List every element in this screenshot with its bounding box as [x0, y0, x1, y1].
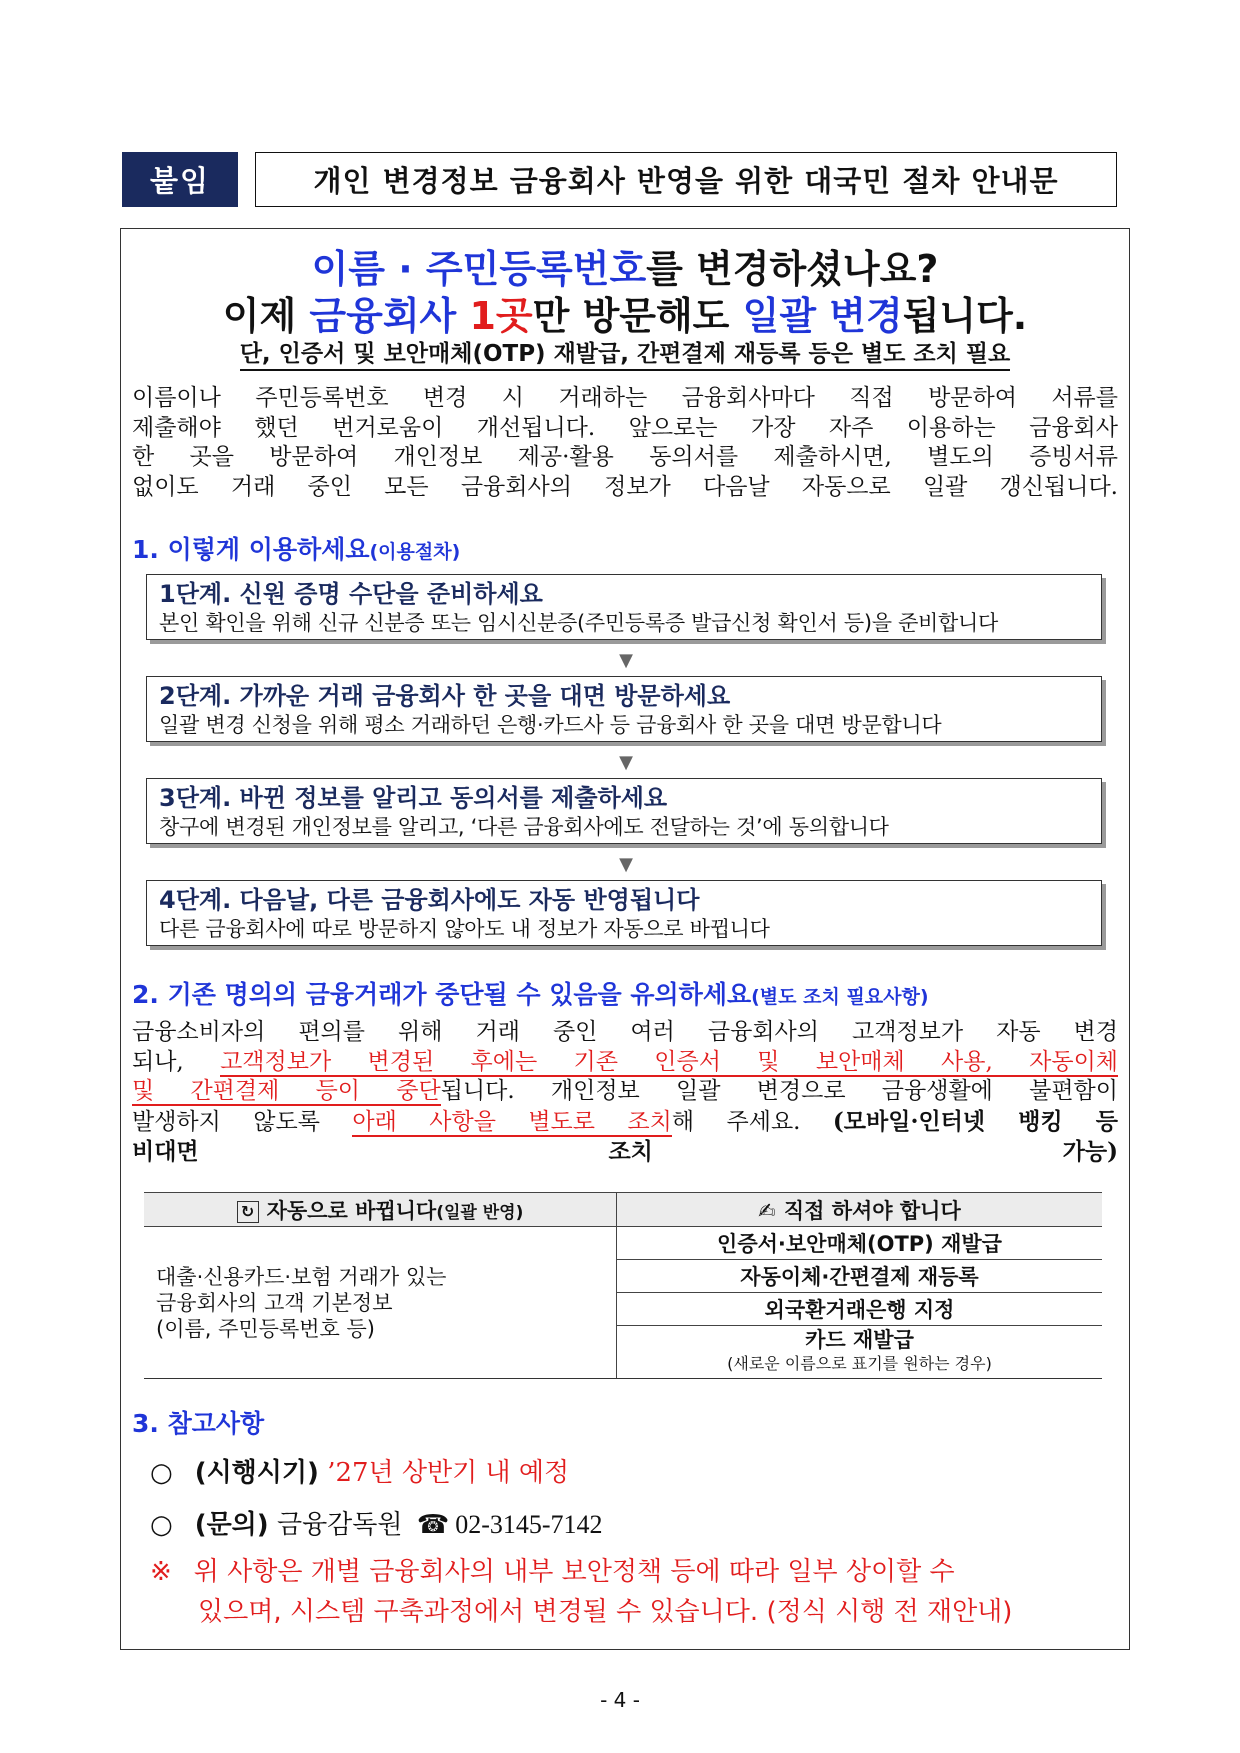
note-mark: ※ — [150, 1557, 172, 1587]
bullet: ○ — [150, 1510, 173, 1540]
para2-line — [132, 1048, 1118, 1078]
intro-line: 한 곳을 방문하여 개인정보 제공·활용 동의서를 제출하시면, 별도의 증빙서류 — [132, 444, 1118, 470]
attachment-tag: 붙임 — [122, 152, 238, 207]
para2-text: 해 주세요. — [671, 1108, 833, 1135]
step-title: 1단계. 신원 증명 수단을 준비하세요 — [159, 580, 543, 608]
section2-sub: (별도 조치 필요사항) — [751, 986, 929, 1008]
step-4 — [146, 880, 1102, 946]
section1-sub: (이용절차) — [369, 541, 461, 563]
ref-label: (문의) — [194, 1510, 269, 1540]
step-desc: 일괄 변경 신청을 위해 평소 거래하던 은행·카드사 등 금융회사 한 곳을 대면 방문합니다 — [159, 713, 942, 737]
auto-change-cell — [144, 1227, 617, 1379]
para2-text: 되나, — [132, 1048, 221, 1075]
table-header-text: 직접 하셔야 합니다 — [783, 1198, 961, 1223]
para2-line — [132, 1077, 1118, 1107]
down-arrow-icon: ▼ — [619, 854, 633, 875]
intro-line: 이름이나 주민등록번호 변경 시 거래하는 금융회사마다 직접 방문하여 서류를 — [132, 385, 1118, 411]
cell-line: 대출·신용카드·보험 거래가 있는 — [156, 1264, 447, 1289]
manual-item-title: 카드 재발급 — [805, 1328, 914, 1352]
ref-item-schedule — [150, 1452, 569, 1489]
ref-schedule-value: ’27년 상반기 내 예정 — [327, 1458, 570, 1488]
ref-label: (시행시기) — [194, 1458, 319, 1488]
down-arrow-icon: ▼ — [619, 650, 633, 671]
page-title: 개인 변경정보 금융회사 반영을 위한 대국민 절차 안내문 — [255, 152, 1117, 207]
para2-warning: 아래 사항을 별도로 조치 — [352, 1108, 672, 1135]
headline-question: 를 변경하셨나요? — [646, 247, 939, 291]
headline-part: 됩니다. — [902, 294, 1028, 338]
step-2 — [146, 676, 1102, 742]
down-arrow-icon: ▼ — [619, 752, 633, 773]
section1-heading — [132, 530, 460, 566]
headline-name-rrn: 이름 · 주민등록번호 — [311, 247, 647, 291]
step-title: 3단계. 바뀐 정보를 알리고 동의서를 제출하세요 — [159, 784, 668, 812]
para2-bold: (모바일·인터넷 뱅킹 등 — [832, 1107, 1118, 1135]
ref-note — [150, 1552, 1118, 1632]
headline-part: 이제 — [222, 294, 310, 338]
cell-line: (이름, 주민등록번호 등) — [156, 1316, 375, 1341]
ref-org: 금융감독원 — [276, 1510, 403, 1540]
section2-heading — [132, 975, 929, 1011]
para2-text: 됩니다. 개인정보 일괄 변경으로 금융생활에 불편함이 — [440, 1078, 1118, 1104]
ref-item-inquiry — [150, 1504, 603, 1541]
step-3 — [146, 778, 1102, 844]
step-desc: 다른 금융회사에 따로 방문하지 않아도 내 정보가 자동으로 바뀝니다 — [159, 917, 770, 941]
para2-line: 비대면 조치 가능) — [132, 1138, 1118, 1165]
step-1 — [146, 574, 1102, 640]
table-header-sub: (일괄 반영) — [436, 1202, 524, 1223]
para2-line: 금융소비자의 편의를 위해 거래 중인 여러 금융회사의 고객정보가 자동 변경 — [132, 1019, 1118, 1045]
note-line: 위 사항은 개별 금융회사의 내부 보안정책 등에 따라 일부 상이할 수 — [193, 1557, 955, 1587]
step-title: 2단계. 가까운 거래 금융회사 한 곳을 대면 방문하세요 — [159, 682, 731, 710]
headline-batch: 일괄 변경 — [742, 294, 903, 338]
intro-paragraph — [132, 384, 1118, 502]
section1-title: 1. 이렇게 이용하세요 — [132, 535, 370, 564]
para2-warning: 및 간편결제 등이 중단 — [132, 1078, 441, 1104]
section3-heading: 3. 참고사항 — [132, 1409, 265, 1438]
step-desc: 창구에 변경된 개인정보를 알리고, ‘다른 금융회사에도 전달하는 것’에 동의합니다 — [159, 815, 889, 839]
para2-warning: 고객정보가 변경된 후에는 기존 인증서 및 보안매체 사용, 자동이체 — [220, 1048, 1118, 1075]
section2-paragraph — [132, 1018, 1118, 1167]
headline-financial: 금융회사 1곳 — [309, 294, 533, 338]
manual-item — [617, 1326, 1103, 1379]
manual-item: 외국환거래은행 지정 — [617, 1293, 1103, 1326]
step-desc: 본인 확인을 위해 신규 신분증 또는 임시신분증(주민등록증 발급신청 확인서 등)을 준비합니다 — [159, 611, 999, 635]
headline-line2 — [120, 285, 1130, 340]
bullet: ○ — [150, 1458, 173, 1488]
intro-line: 없이도 거래 중인 모든 금융회사의 정보가 다음날 자동으로 일괄 갱신됩니다. — [132, 473, 1118, 500]
manual-item: 자동이체·간편결제 재등록 — [617, 1260, 1103, 1293]
table-header-manual — [617, 1193, 1103, 1227]
headline-subline — [120, 335, 1130, 368]
step-title: 4단계. 다음날, 다른 금융회사에도 자동 반영됩니다 — [159, 886, 700, 914]
phone-icon: ☎ — [416, 1510, 450, 1540]
page-number: - 4 - — [600, 1688, 640, 1712]
cell-line: 금융회사의 고객 기본정보 — [156, 1290, 393, 1315]
para2-line — [132, 1107, 1118, 1138]
manual-item-note: (새로운 이름으로 표기를 원하는 경우) — [727, 1354, 992, 1373]
pen-icon: ✍ — [758, 1198, 776, 1223]
para2-text: 발생하지 않도록 — [132, 1108, 353, 1135]
section2-title: 2. 기존 명의의 금융거래가 중단될 수 있음을 유의하세요 — [132, 980, 752, 1009]
subline-text: 단, 인증서 및 보안매체(OTP) 재발급, 간편결제 재등록 등은 별도 조치 필요 — [240, 341, 1011, 371]
table-header-auto — [144, 1193, 617, 1227]
refresh-icon: ↻ — [237, 1201, 259, 1223]
headline-part: 만 방문해도 — [532, 294, 743, 338]
comparison-table — [144, 1192, 1102, 1379]
note-line: 있으며, 시스템 구축과정에서 변경될 수 있습니다. (정식 시행 전 재안내) — [198, 1597, 1013, 1627]
ref-phone: 02-3145-7142 — [455, 1510, 603, 1539]
manual-item: 인증서·보안매체(OTP) 재발급 — [617, 1227, 1103, 1260]
intro-line: 제출해야 했던 번거로움이 개선됩니다. 앞으로는 가장 자주 이용하는 금융회사 — [132, 414, 1118, 441]
table-header-text: 자동으로 바뀝니다 — [266, 1198, 437, 1223]
